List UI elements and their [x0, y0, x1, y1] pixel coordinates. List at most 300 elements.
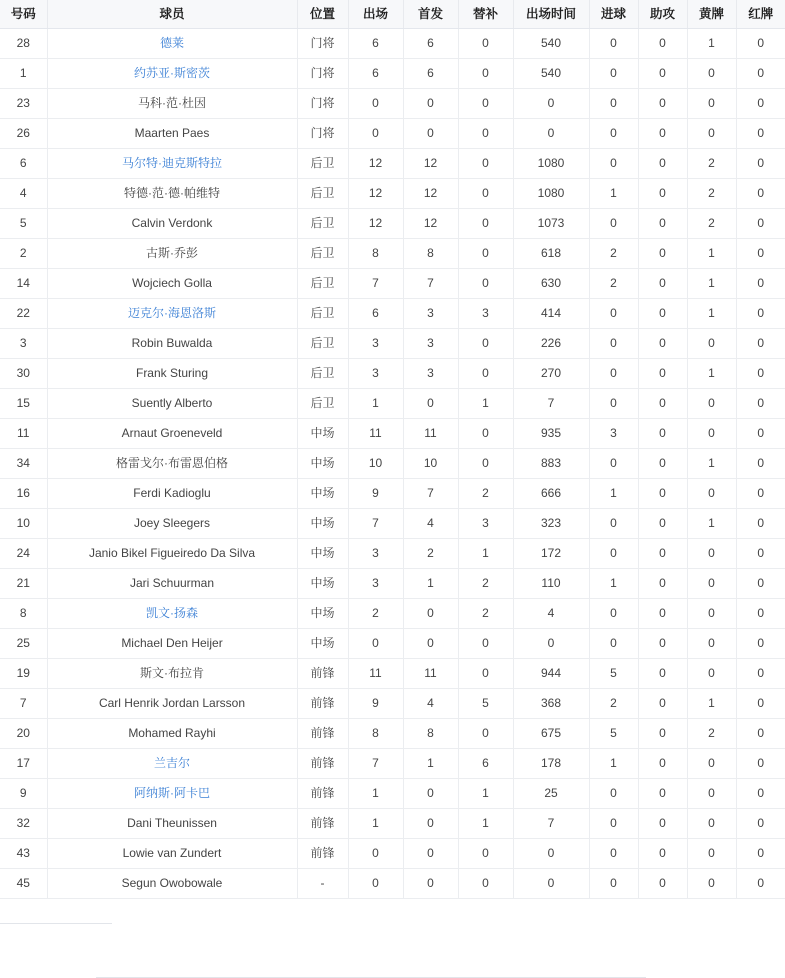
cell-substitute: 0: [458, 59, 513, 89]
cell-starts: 7: [403, 479, 458, 509]
cell-appearances: 8: [348, 719, 403, 749]
cell-assists: 0: [638, 809, 687, 839]
cell-assists: 0: [638, 449, 687, 479]
cell-assists: 0: [638, 749, 687, 779]
cell-assists: 0: [638, 89, 687, 119]
cell-yellow: 0: [687, 59, 736, 89]
player-name-cell: Robin Buwalda: [47, 329, 297, 359]
player-name-cell[interactable]: 阿纳斯·阿卡巴: [47, 779, 297, 809]
column-header-red[interactable]: 红牌: [736, 0, 785, 29]
cell-red: 0: [736, 689, 785, 719]
cell-goals: 0: [589, 209, 638, 239]
table-row: [0, 389, 785, 419]
cell-starts: 0: [403, 809, 458, 839]
table-body: [0, 29, 785, 899]
cell-appearances: 2: [348, 599, 403, 629]
cell-substitute: 0: [458, 29, 513, 59]
table-row: [0, 479, 785, 509]
cell-substitute: 3: [458, 299, 513, 329]
cell-position: 前锋: [297, 719, 348, 749]
cell-appearances: 12: [348, 179, 403, 209]
cell-red: 0: [736, 629, 785, 659]
table-row: [0, 539, 785, 569]
cell-goals: 2: [589, 269, 638, 299]
cell-substitute: 0: [458, 359, 513, 389]
cell-red: 0: [736, 269, 785, 299]
table-row: [0, 809, 785, 839]
cell-minutes: 0: [513, 119, 589, 149]
cell-number: 10: [0, 509, 47, 539]
cell-red: 0: [736, 599, 785, 629]
cell-starts: 0: [403, 839, 458, 869]
cell-yellow: 0: [687, 659, 736, 689]
cell-minutes: 675: [513, 719, 589, 749]
cell-yellow: 1: [687, 239, 736, 269]
cell-starts: 2: [403, 539, 458, 569]
cell-starts: 1: [403, 569, 458, 599]
cell-goals: 1: [589, 479, 638, 509]
cell-yellow: 0: [687, 539, 736, 569]
cell-appearances: 1: [348, 779, 403, 809]
cell-red: 0: [736, 659, 785, 689]
cell-position: 前锋: [297, 839, 348, 869]
cell-position: 前锋: [297, 809, 348, 839]
cell-appearances: 1: [348, 809, 403, 839]
cell-number: 1: [0, 59, 47, 89]
table-row: [0, 239, 785, 269]
player-name-cell: Suently Alberto: [47, 389, 297, 419]
cell-minutes: 883: [513, 449, 589, 479]
column-header-position[interactable]: 位置: [297, 0, 348, 29]
cell-number: 3: [0, 329, 47, 359]
cell-number: 30: [0, 359, 47, 389]
cell-appearances: 0: [348, 119, 403, 149]
cell-assists: 0: [638, 299, 687, 329]
cell-assists: 0: [638, 629, 687, 659]
cell-minutes: 540: [513, 59, 589, 89]
cell-goals: 3: [589, 419, 638, 449]
cell-appearances: 11: [348, 419, 403, 449]
cell-assists: 0: [638, 119, 687, 149]
footer-dividers: [0, 899, 785, 978]
cell-substitute: 0: [458, 629, 513, 659]
cell-starts: 4: [403, 689, 458, 719]
player-name-cell[interactable]: 约苏亚·斯密茨: [47, 59, 297, 89]
cell-appearances: 1: [348, 389, 403, 419]
cell-position: 中场: [297, 449, 348, 479]
cell-number: 34: [0, 449, 47, 479]
player-name-cell: Wojciech Golla: [47, 269, 297, 299]
cell-substitute: 0: [458, 149, 513, 179]
cell-position: 后卫: [297, 209, 348, 239]
cell-appearances: 10: [348, 449, 403, 479]
cell-assists: 0: [638, 569, 687, 599]
cell-starts: 4: [403, 509, 458, 539]
cell-assists: 0: [638, 149, 687, 179]
cell-appearances: 6: [348, 299, 403, 329]
table-row: [0, 359, 785, 389]
column-header-assists[interactable]: 助攻: [638, 0, 687, 29]
cell-position: 中场: [297, 599, 348, 629]
table-row: [0, 179, 785, 209]
cell-red: 0: [736, 209, 785, 239]
cell-minutes: 1073: [513, 209, 589, 239]
cell-substitute: 0: [458, 269, 513, 299]
cell-starts: 0: [403, 599, 458, 629]
cell-starts: 3: [403, 329, 458, 359]
cell-position: 中场: [297, 539, 348, 569]
cell-number: 15: [0, 389, 47, 419]
cell-appearances: 6: [348, 59, 403, 89]
cell-red: 0: [736, 539, 785, 569]
cell-goals: 0: [589, 869, 638, 899]
cell-goals: 0: [589, 59, 638, 89]
cell-minutes: 4: [513, 599, 589, 629]
player-name-cell: Dani Theunissen: [47, 809, 297, 839]
cell-yellow: 0: [687, 119, 736, 149]
cell-number: 45: [0, 869, 47, 899]
cell-position: 中场: [297, 509, 348, 539]
cell-appearances: 0: [348, 629, 403, 659]
table-row: [0, 209, 785, 239]
table-row: [0, 569, 785, 599]
cell-starts: 7: [403, 269, 458, 299]
cell-goals: 1: [589, 749, 638, 779]
cell-position: 前锋: [297, 749, 348, 779]
cell-red: 0: [736, 749, 785, 779]
cell-minutes: 226: [513, 329, 589, 359]
cell-minutes: 414: [513, 299, 589, 329]
cell-red: 0: [736, 389, 785, 419]
table-row: [0, 839, 785, 869]
cell-number: 16: [0, 479, 47, 509]
column-header-goals[interactable]: 进球: [589, 0, 638, 29]
cell-minutes: 7: [513, 389, 589, 419]
cell-position: 后卫: [297, 389, 348, 419]
cell-goals: 0: [589, 599, 638, 629]
player-name-cell: 斯文·布拉肯: [47, 659, 297, 689]
cell-substitute: 0: [458, 179, 513, 209]
cell-red: 0: [736, 59, 785, 89]
cell-goals: 0: [589, 359, 638, 389]
player-name-cell: 古斯·乔彭: [47, 239, 297, 269]
cell-minutes: 1080: [513, 149, 589, 179]
cell-appearances: 3: [348, 539, 403, 569]
cell-substitute: 1: [458, 779, 513, 809]
column-header-number[interactable]: 号码: [0, 0, 47, 29]
cell-red: 0: [736, 449, 785, 479]
cell-substitute: 0: [458, 659, 513, 689]
player-name-cell: 格雷戈尔·布雷恩伯格: [47, 449, 297, 479]
cell-assists: 0: [638, 479, 687, 509]
cell-number: 11: [0, 419, 47, 449]
cell-yellow: 1: [687, 299, 736, 329]
cell-position: 后卫: [297, 329, 348, 359]
player-name-cell: 特德·范·德·帕维特: [47, 179, 297, 209]
cell-number: 9: [0, 779, 47, 809]
cell-position: 门将: [297, 29, 348, 59]
cell-substitute: 0: [458, 119, 513, 149]
cell-position: 中场: [297, 479, 348, 509]
cell-appearances: 7: [348, 749, 403, 779]
cell-minutes: 110: [513, 569, 589, 599]
cell-yellow: 1: [687, 359, 736, 389]
cell-starts: 12: [403, 179, 458, 209]
table-row: [0, 149, 785, 179]
cell-appearances: 0: [348, 839, 403, 869]
table-row: [0, 869, 785, 899]
cell-starts: 0: [403, 629, 458, 659]
cell-yellow: 1: [687, 29, 736, 59]
cell-substitute: 0: [458, 719, 513, 749]
cell-yellow: 1: [687, 689, 736, 719]
cell-goals: 0: [589, 329, 638, 359]
cell-position: 后卫: [297, 239, 348, 269]
table-row: [0, 449, 785, 479]
cell-position: 前锋: [297, 779, 348, 809]
player-name-cell: Joey Sleegers: [47, 509, 297, 539]
cell-minutes: 540: [513, 29, 589, 59]
cell-starts: 0: [403, 89, 458, 119]
table-header: [0, 0, 785, 29]
cell-minutes: 7: [513, 809, 589, 839]
cell-red: 0: [736, 299, 785, 329]
cell-minutes: 666: [513, 479, 589, 509]
cell-goals: 0: [589, 449, 638, 479]
cell-assists: 0: [638, 29, 687, 59]
cell-starts: 3: [403, 359, 458, 389]
cell-minutes: 944: [513, 659, 589, 689]
cell-number: 20: [0, 719, 47, 749]
cell-minutes: 172: [513, 539, 589, 569]
cell-substitute: 5: [458, 689, 513, 719]
cell-goals: 0: [589, 539, 638, 569]
cell-red: 0: [736, 719, 785, 749]
cell-starts: 10: [403, 449, 458, 479]
cell-red: 0: [736, 149, 785, 179]
cell-minutes: 270: [513, 359, 589, 389]
cell-number: 32: [0, 809, 47, 839]
player-name-cell: Michael Den Heijer: [47, 629, 297, 659]
cell-substitute: 0: [458, 839, 513, 869]
cell-minutes: 0: [513, 629, 589, 659]
cell-red: 0: [736, 329, 785, 359]
cell-red: 0: [736, 779, 785, 809]
player-name-cell: Arnaut Groeneveld: [47, 419, 297, 449]
cell-yellow: 0: [687, 329, 736, 359]
player-name-cell: Janio Bikel Figueiredo Da Silva: [47, 539, 297, 569]
cell-minutes: 0: [513, 89, 589, 119]
cell-starts: 3: [403, 299, 458, 329]
table-row: [0, 119, 785, 149]
cell-number: 22: [0, 299, 47, 329]
column-header-minutes[interactable]: 出场时间: [513, 0, 589, 29]
cell-red: 0: [736, 179, 785, 209]
player-name-cell: Jari Schuurman: [47, 569, 297, 599]
cell-position: 后卫: [297, 149, 348, 179]
player-name-cell[interactable]: 凯文·扬森: [47, 599, 297, 629]
cell-minutes: 618: [513, 239, 589, 269]
table-row: [0, 89, 785, 119]
cell-goals: 0: [589, 299, 638, 329]
cell-position: 中场: [297, 419, 348, 449]
cell-substitute: 0: [458, 89, 513, 119]
cell-goals: 2: [589, 239, 638, 269]
cell-assists: 0: [638, 509, 687, 539]
cell-substitute: 0: [458, 869, 513, 899]
cell-position: 后卫: [297, 359, 348, 389]
cell-red: 0: [736, 839, 785, 869]
cell-yellow: 0: [687, 479, 736, 509]
player-name-cell[interactable]: 兰吉尔: [47, 749, 297, 779]
table-row: [0, 659, 785, 689]
cell-number: 26: [0, 119, 47, 149]
cell-minutes: 178: [513, 749, 589, 779]
divider-short: [0, 923, 112, 924]
cell-assists: 0: [638, 719, 687, 749]
cell-goals: 0: [589, 89, 638, 119]
cell-red: 0: [736, 89, 785, 119]
cell-position: 门将: [297, 89, 348, 119]
cell-appearances: 12: [348, 149, 403, 179]
cell-position: 门将: [297, 119, 348, 149]
cell-goals: 5: [589, 659, 638, 689]
cell-appearances: 7: [348, 509, 403, 539]
player-name-cell: Carl Henrik Jordan Larsson: [47, 689, 297, 719]
table-header-row: [0, 0, 785, 29]
cell-minutes: 0: [513, 839, 589, 869]
cell-number: 4: [0, 179, 47, 209]
cell-yellow: 1: [687, 449, 736, 479]
table-row: [0, 329, 785, 359]
cell-goals: 0: [589, 29, 638, 59]
cell-assists: 0: [638, 779, 687, 809]
player-name-cell: Segun Owobowale: [47, 869, 297, 899]
cell-yellow: 0: [687, 779, 736, 809]
column-header-player[interactable]: 球员: [47, 0, 297, 29]
cell-assists: 0: [638, 179, 687, 209]
cell-appearances: 11: [348, 659, 403, 689]
table-row: [0, 59, 785, 89]
player-name-cell: Ferdi Kadioglu: [47, 479, 297, 509]
player-name-cell: 马科·范·杜因: [47, 89, 297, 119]
cell-number: 21: [0, 569, 47, 599]
cell-number: 25: [0, 629, 47, 659]
cell-appearances: 0: [348, 89, 403, 119]
cell-red: 0: [736, 29, 785, 59]
cell-yellow: 0: [687, 419, 736, 449]
cell-goals: 0: [589, 809, 638, 839]
cell-appearances: 3: [348, 329, 403, 359]
cell-assists: 0: [638, 389, 687, 419]
cell-starts: 12: [403, 209, 458, 239]
cell-goals: 0: [589, 629, 638, 659]
cell-starts: 0: [403, 869, 458, 899]
table-row: [0, 779, 785, 809]
cell-yellow: 0: [687, 569, 736, 599]
cell-starts: 0: [403, 779, 458, 809]
cell-goals: 0: [589, 779, 638, 809]
cell-substitute: 2: [458, 479, 513, 509]
cell-yellow: 0: [687, 809, 736, 839]
cell-position: 门将: [297, 59, 348, 89]
cell-yellow: 0: [687, 749, 736, 779]
player-name-cell[interactable]: 德莱: [47, 29, 297, 59]
cell-position: 中场: [297, 629, 348, 659]
player-name-cell: Maarten Paes: [47, 119, 297, 149]
cell-red: 0: [736, 119, 785, 149]
cell-starts: 6: [403, 59, 458, 89]
cell-substitute: 1: [458, 539, 513, 569]
cell-position: 后卫: [297, 269, 348, 299]
player-name-cell[interactable]: 马尔特·迪克斯特拉: [47, 149, 297, 179]
player-name-cell[interactable]: 迈克尔·海恩洛斯: [47, 299, 297, 329]
cell-goals: 2: [589, 689, 638, 719]
table-row: [0, 689, 785, 719]
column-header-substitute[interactable]: 替补: [458, 0, 513, 29]
column-header-yellow[interactable]: 黄牌: [687, 0, 736, 29]
cell-minutes: 1080: [513, 179, 589, 209]
cell-assists: 0: [638, 689, 687, 719]
cell-substitute: 0: [458, 449, 513, 479]
cell-assists: 0: [638, 419, 687, 449]
column-header-appearances[interactable]: 出场: [348, 0, 403, 29]
cell-red: 0: [736, 359, 785, 389]
cell-starts: 0: [403, 119, 458, 149]
column-header-starts[interactable]: 首发: [403, 0, 458, 29]
player-name-cell: Frank Sturing: [47, 359, 297, 389]
table-row: [0, 749, 785, 779]
cell-appearances: 12: [348, 209, 403, 239]
cell-minutes: 323: [513, 509, 589, 539]
cell-assists: 0: [638, 599, 687, 629]
cell-assists: 0: [638, 659, 687, 689]
table-row: [0, 29, 785, 59]
player-name-cell: Calvin Verdonk: [47, 209, 297, 239]
cell-number: 23: [0, 89, 47, 119]
cell-appearances: 3: [348, 359, 403, 389]
cell-appearances: 8: [348, 239, 403, 269]
cell-assists: 0: [638, 869, 687, 899]
cell-goals: 0: [589, 119, 638, 149]
cell-substitute: 0: [458, 329, 513, 359]
cell-number: 43: [0, 839, 47, 869]
cell-goals: 1: [589, 569, 638, 599]
cell-yellow: 0: [687, 599, 736, 629]
cell-red: 0: [736, 479, 785, 509]
cell-number: 6: [0, 149, 47, 179]
cell-substitute: 2: [458, 569, 513, 599]
cell-assists: 0: [638, 269, 687, 299]
cell-appearances: 9: [348, 479, 403, 509]
cell-minutes: 630: [513, 269, 589, 299]
cell-assists: 0: [638, 209, 687, 239]
cell-substitute: 0: [458, 209, 513, 239]
cell-substitute: 2: [458, 599, 513, 629]
cell-number: 28: [0, 29, 47, 59]
cell-goals: 0: [589, 509, 638, 539]
cell-minutes: 0: [513, 869, 589, 899]
cell-goals: 1: [589, 179, 638, 209]
cell-yellow: 2: [687, 719, 736, 749]
cell-assists: 0: [638, 59, 687, 89]
cell-yellow: 1: [687, 509, 736, 539]
cell-substitute: 1: [458, 389, 513, 419]
cell-appearances: 9: [348, 689, 403, 719]
cell-position: 中场: [297, 569, 348, 599]
cell-red: 0: [736, 569, 785, 599]
cell-position: 前锋: [297, 659, 348, 689]
